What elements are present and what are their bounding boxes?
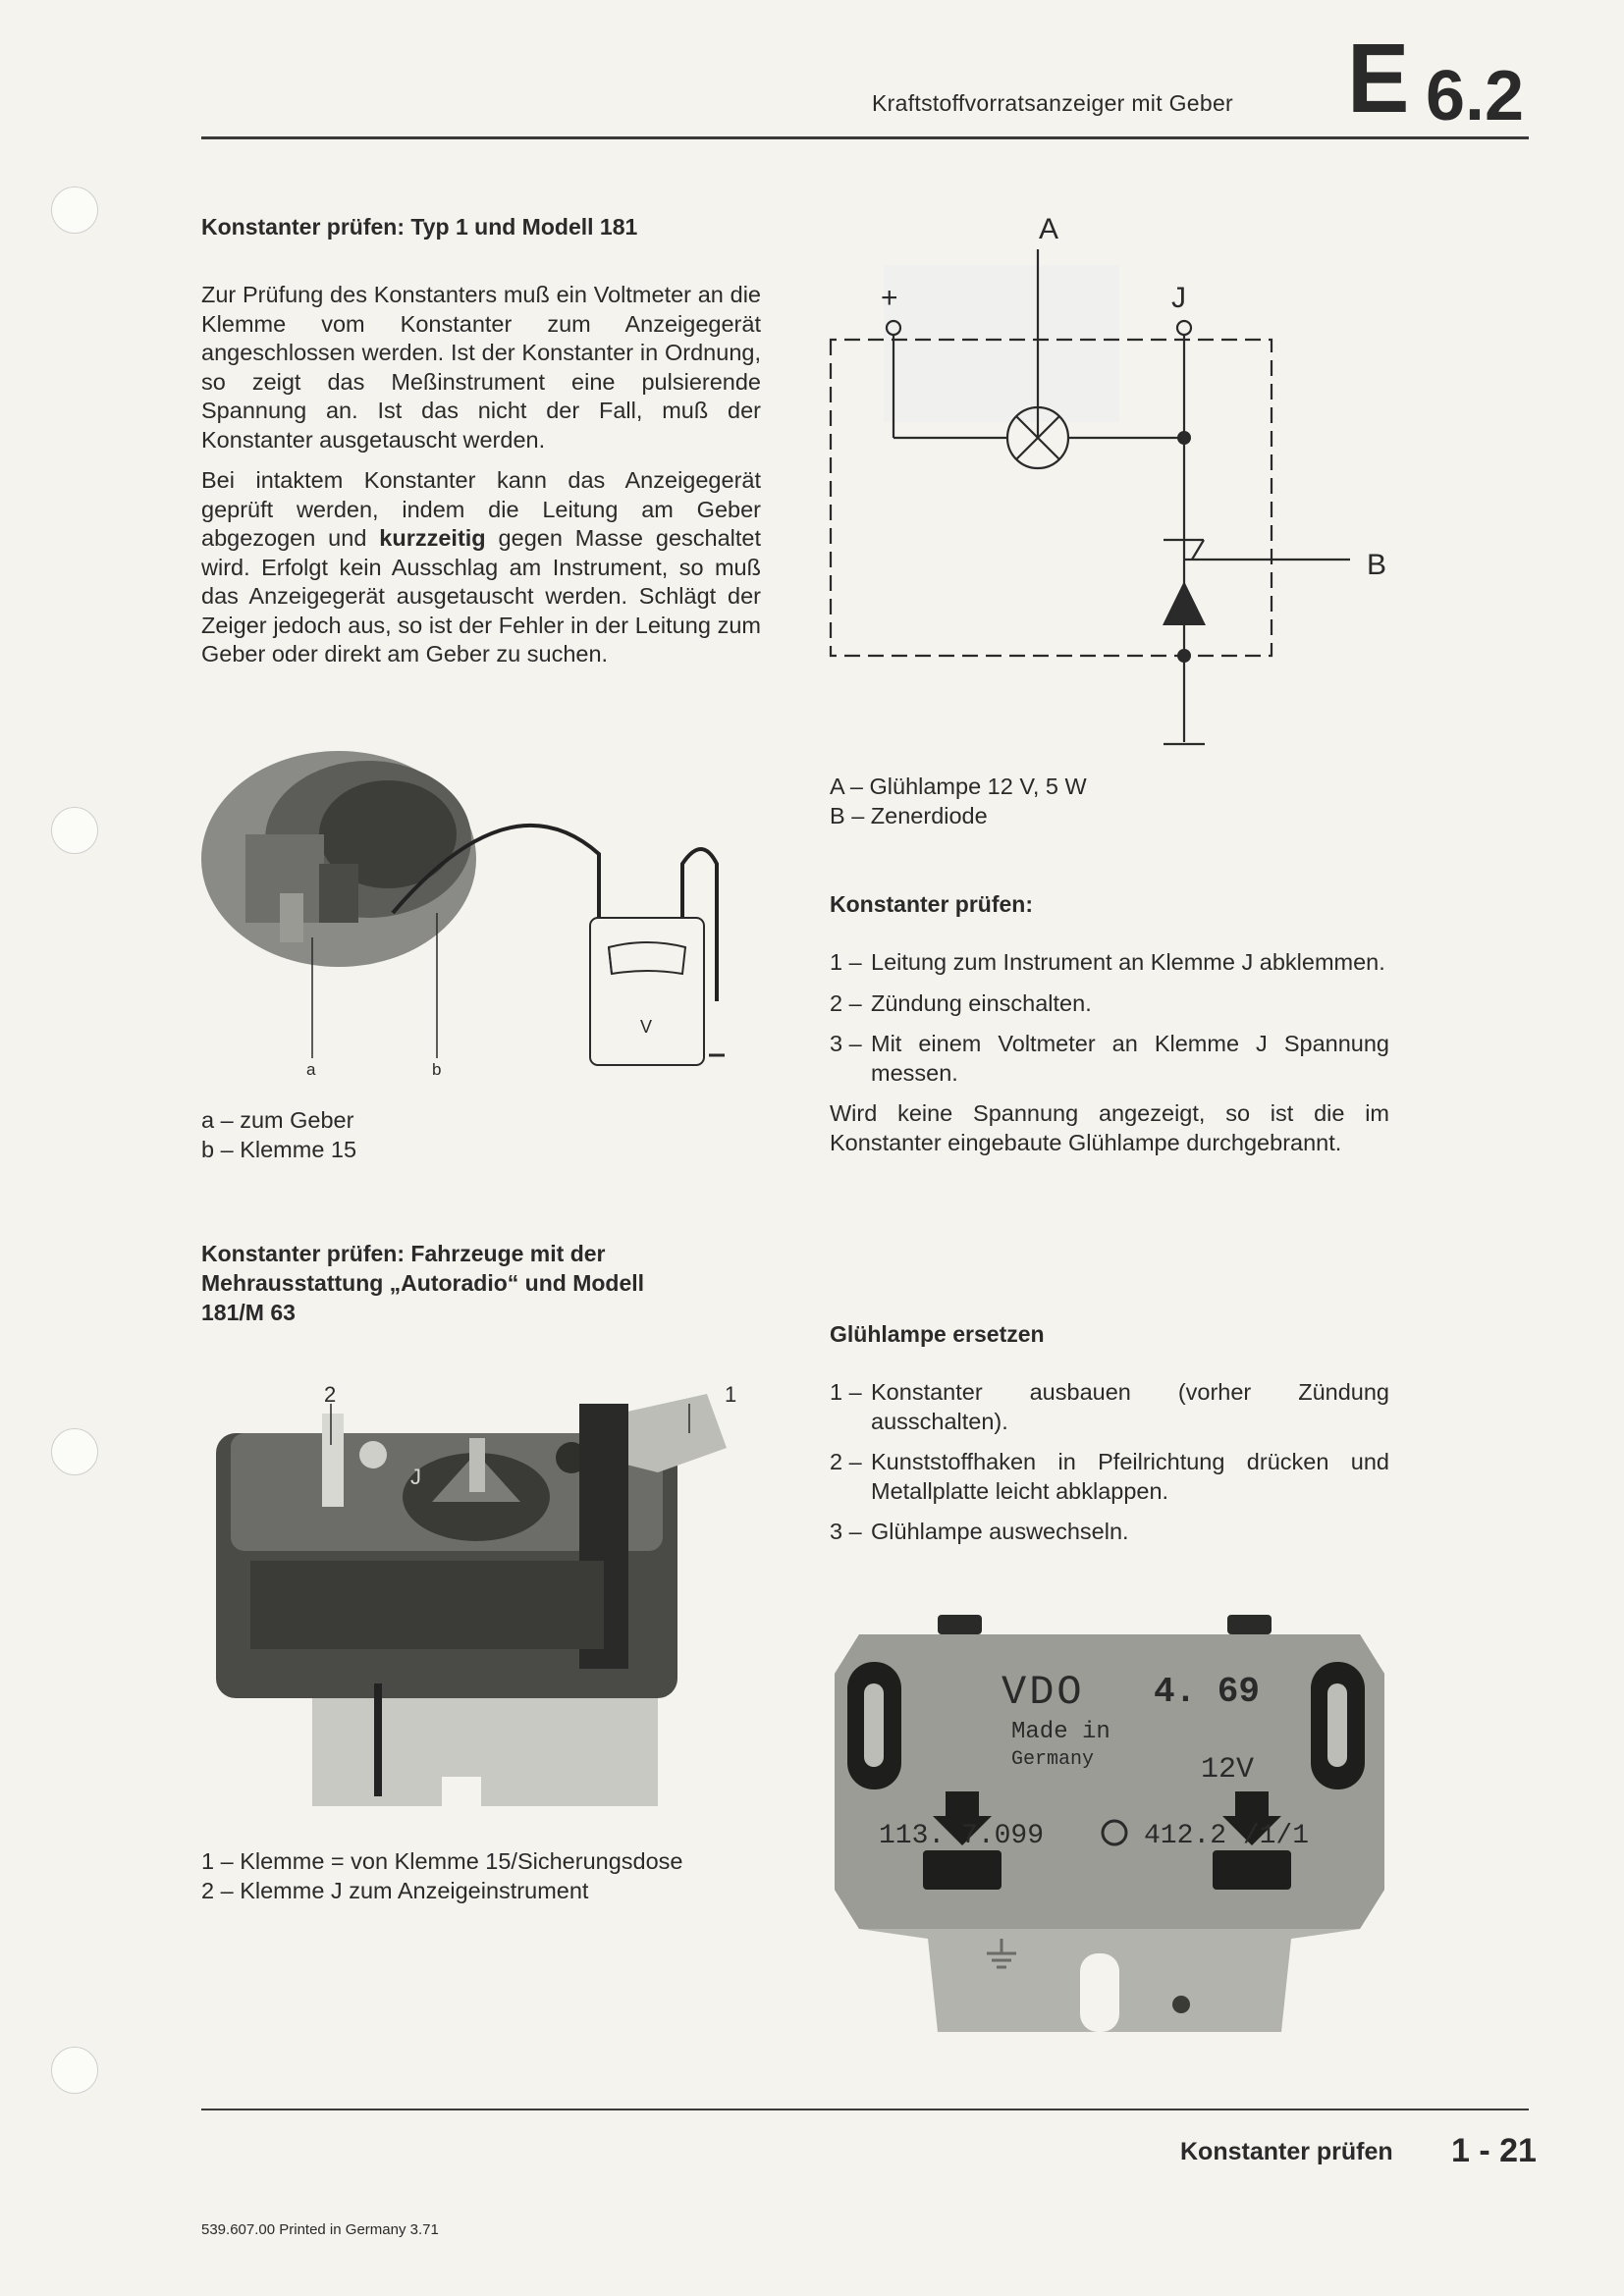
punch-hole-2 (51, 807, 98, 854)
check-block (830, 889, 1389, 1157)
circuit-diagram (815, 206, 1424, 766)
plate-part-number: 113. 7.099 (879, 1821, 1045, 1851)
photo-konstanter-plate (830, 1615, 1399, 2047)
photo1-caption-b: b – Klemme 15 (201, 1137, 357, 1162)
photo2-label-2: 2 (324, 1382, 337, 1407)
circuit-label-b: B (1367, 549, 1387, 581)
circuit-label-j: J (1171, 282, 1186, 314)
plate-made-line1: Made in (1011, 1719, 1110, 1745)
punch-hole-1 (51, 187, 98, 234)
circuit-label-a: A (1039, 213, 1059, 245)
plate-part-number2: 412.2 /1/1 (1144, 1821, 1310, 1851)
page-header-title: Kraftstoffvorratsanzeiger mit Geber (872, 90, 1233, 116)
header-rule (201, 136, 1529, 139)
section1-paragraph1: Zur Prüfung des Konstanters muß ein Voltmeter an die Klemme vom Konstanter zum Anzeigegerät angeschlossen werden. Ist der Konstanter in Ordnung, so zeigt das Meßinstrument eine pulsierende Spannung an. Ist das nicht der Fall, muß der Konstanter ausgetauscht werden. (201, 282, 761, 453)
plate-voltage: 12V (1201, 1753, 1255, 1787)
photo2-caption-2: 2 – Klemme J zum Anzeigeinstrument (201, 1878, 589, 1903)
zener-diode-icon (1163, 581, 1206, 625)
footer-rule (201, 2109, 1529, 2110)
section2-block (201, 1239, 712, 1327)
terminal-j-icon (1177, 321, 1191, 335)
photo1-label-b: b (432, 1060, 442, 1079)
section1-block (201, 212, 761, 669)
section-letter: E (1347, 24, 1410, 133)
replace-step-2: 2 – Kunststoffhaken in Pfeilrichtung drücken und Metallplatte leicht abklappen. (830, 1449, 1389, 1504)
check-step-2: 2 – Zündung einschalten. (830, 989, 1092, 1016)
circuit-legend (830, 772, 1087, 830)
replace-step-1: 1 – Konstanter ausbauen (vorher Zündung ausschalten). (830, 1379, 1389, 1434)
punch-hole-3 (51, 1428, 98, 1475)
photo1-caption (201, 1105, 356, 1164)
check-heading: Konstanter prüfen: (830, 891, 1033, 917)
section1-heading: Konstanter prüfen: Typ 1 und Modell 181 (201, 214, 638, 240)
plate-date-code: 4. 69 (1154, 1672, 1261, 1712)
page-number: 1 - 21 (1451, 2132, 1537, 2169)
circuit-label-plus: + (881, 282, 898, 314)
photo1-caption-a: a – zum Geber (201, 1107, 354, 1133)
photo2-label-j: J (410, 1465, 421, 1489)
section-number: 6.2 (1426, 57, 1525, 135)
replace-block (830, 1319, 1389, 1559)
photo2-caption-1: 1 – Klemme = von Klemme 15/Sicherungsdose (201, 1848, 683, 1874)
photo2-caption (201, 1846, 683, 1905)
print-line: 539.607.00 Printed in Germany 3.71 (201, 2221, 439, 2238)
voltmeter-label: V (640, 1017, 653, 1037)
check-step-3: 3 – Mit einem Voltmeter an Klemme J Spannung messen. (830, 1031, 1389, 1086)
legend-b: B – Zenerdiode (830, 803, 988, 828)
plate-brand: VDO (1001, 1669, 1085, 1716)
legend-a: A – Glühlampe 12 V, 5 W (830, 774, 1087, 799)
replace-step-3: 3 – Glühlampe auswechseln. (830, 1519, 1129, 1544)
check-note: Wird keine Spannung angezeigt, so ist die im Konstanter eingebaute Glühlampe durchgebrannt. (830, 1100, 1389, 1155)
punch-hole-4 (51, 2047, 98, 2094)
section1-paragraph2: Bei intaktem Konstanter kann das Anzeigegerät geprüft werden, indem die Leitung am Geber abgezogen und kurzzeitig gegen Masse geschaltet wird. Erfolgt kein Ausschlag am Instrument, so muß das Anzeigegerät ausgetauscht werden. Schlägt der Zeiger jedoch aus, so ist der Fehler in der Leitung zum Geber oder direkt am Geber zu suchen. (201, 467, 761, 667)
plate-made-line2: Germany (1011, 1748, 1095, 1771)
replace-heading: Glühlampe ersetzen (830, 1321, 1045, 1347)
check-step-1: 1 – Leitung zum Instrument an Klemme J abklemmen. (830, 949, 1385, 975)
photo1-label-a: a (306, 1060, 316, 1079)
photo2-label-1: 1 (725, 1382, 737, 1407)
footer-section-title: Konstanter prüfen (1180, 2138, 1393, 2165)
emphasis-kurzzeitig: kurzzeitig (379, 525, 486, 551)
photo-gauge-voltmeter (196, 746, 766, 1080)
photo-konstanter-terminals (196, 1374, 766, 1816)
section2-heading: Konstanter prüfen: Fahrzeuge mit der Mehrausstattung „Autoradio“ und Modell 181/M 63 (201, 1241, 645, 1325)
